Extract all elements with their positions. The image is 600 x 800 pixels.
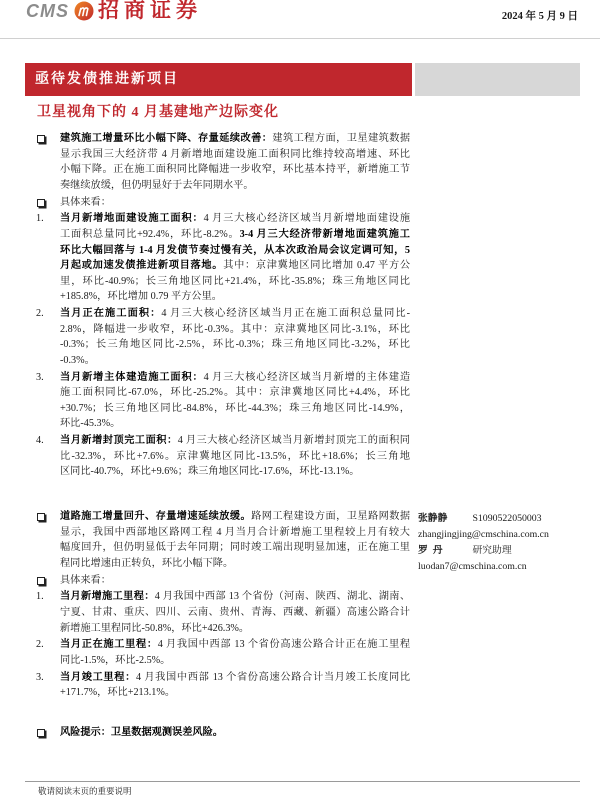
road-section xyxy=(25,509,412,702)
risk-warning xyxy=(25,725,412,741)
text-line xyxy=(60,274,410,290)
list-item xyxy=(25,637,412,668)
logo-latin-text: CMS xyxy=(26,1,69,21)
text-line xyxy=(60,401,410,417)
list-item xyxy=(25,670,412,701)
body-text: +185.8%，环比增加 0.79 平方公里。 xyxy=(60,291,222,303)
bold-text: 当月正在施工面积： xyxy=(60,308,162,320)
body-text: 显示我国三大经济带 4 月新增地面建设施工面积同比维持较高增速、环比 xyxy=(60,148,410,160)
item-number: 2. xyxy=(36,308,44,320)
bold-text: 当月正在施工里程： xyxy=(60,639,158,651)
body-text: 施工面积同比-67.0%，环比-25.2%。其中：京津冀地区同比+4.4%，环比 xyxy=(60,387,410,399)
bold-text: 当月新增地面建设施工面积： xyxy=(60,213,204,225)
body-text: 其中：京津冀地区同比增加 0.47 平方公 xyxy=(223,260,411,272)
text-line xyxy=(60,605,410,621)
text-line xyxy=(60,589,410,605)
item-number: 2. xyxy=(36,639,44,651)
body-text: 4 月三大核心经济区域当月新增的主体建造 xyxy=(203,371,411,383)
bold-text: 当月新增主体建造施工面积： xyxy=(60,371,204,383)
title-banner xyxy=(25,63,412,96)
item-text xyxy=(60,370,410,432)
analyst-row xyxy=(418,543,578,559)
bold-text: 月起或加速发债推进新项目落地。 xyxy=(60,260,224,272)
risk-section xyxy=(25,725,412,742)
report-date: 2024 年 5 月 9 日 xyxy=(501,11,578,22)
item-text xyxy=(60,433,410,480)
item-number: 3. xyxy=(36,371,44,383)
square-bullet-icon xyxy=(37,135,45,143)
text-line xyxy=(60,385,410,401)
body-text: 里，环比-40.9%；长三角地区同比+21.4%，环比-35.8%；珠三角地区同比 xyxy=(60,275,410,287)
bold-text: 环比大幅回落与 1-4 月发债节奏过慢有关，从本次政治局会议定调可知，5 xyxy=(60,244,410,256)
analyst-name: 罗 丹 xyxy=(418,545,443,556)
body-text: 4 月我国中西部 13 个省份高速公路合计正在施工里程 xyxy=(157,639,411,651)
body-text: 显示，我国中西部地区路网工程 4 月当月合计新增施工里程较上月有较大 xyxy=(60,526,410,538)
logo-chinese-text: 招商证券 xyxy=(98,0,202,22)
body-text: 同比-1.5%，环比-2.5%。 xyxy=(60,654,171,666)
bold-text: 建筑施工增量环比小幅下降、存量延续改善： xyxy=(60,133,273,144)
analyst-row xyxy=(418,511,578,527)
list-item xyxy=(25,370,412,432)
text-line xyxy=(60,211,410,227)
building-section xyxy=(25,131,412,481)
company-logo xyxy=(26,0,202,22)
list-item xyxy=(25,433,412,480)
summary-text xyxy=(60,509,410,571)
sidebar-header-panel xyxy=(415,63,580,96)
body-text: 宁夏、甘肃、重庆、四川、云南、贵州、青海、西藏、新疆）高速公路合计 xyxy=(60,606,410,618)
text-line xyxy=(60,433,410,449)
body-text: +30.7%；长三角地区同比-84.8%，环比-44.3%；珠三角地区同比-14.9%， xyxy=(60,402,410,414)
text-line xyxy=(60,227,410,243)
item-number: 3. xyxy=(36,671,44,683)
body-text: 工面积总量同比+92.4%，环比-8.2%。 xyxy=(60,228,240,240)
body-text: -0.3%；长三角地区同比-2.5%，环比-0.3%；珠三角地区同比-3.2%，环比 xyxy=(60,339,410,351)
bold-text: 风险提示：卫星数据观测误差风险。 xyxy=(60,727,223,738)
square-bullet-icon xyxy=(37,199,45,207)
list-item xyxy=(25,211,412,305)
report-subtitle: 卫星视角下的 4 月基建地产边际变化 xyxy=(37,105,279,120)
analyst-certificate: S1090522050003 xyxy=(472,513,542,524)
detail-intro-text: 具体来看： xyxy=(60,196,111,208)
text-line xyxy=(60,370,410,386)
footer-disclaimer: 敬请阅读末页的重要说明 xyxy=(38,786,132,796)
summary-text xyxy=(60,131,410,193)
item-number: 4. xyxy=(36,435,44,447)
analyst-row xyxy=(418,559,578,575)
body-text: 4 月三大核心经济区域当月新增地面建设施 xyxy=(203,213,411,225)
analyst-row xyxy=(418,527,578,543)
text-line xyxy=(60,147,410,163)
body-text: 新增施工里程同比-50.8%，环比+426.3%。 xyxy=(60,622,250,634)
body-text: 路网工程建设方面，卫星路网数据 xyxy=(251,511,411,522)
text-line xyxy=(60,653,410,669)
header-divider xyxy=(0,38,600,39)
item-text xyxy=(60,589,410,636)
bold-text: 3-4 月三大经济带新增地面建筑施工 xyxy=(239,228,410,240)
text-line xyxy=(60,258,410,274)
body-text: 4 月我国中西部 13 个省份（河南、陕西、湖北、湖南、 xyxy=(154,591,411,603)
cms-logo-icon xyxy=(74,1,94,21)
analyst-title: 研究助理 xyxy=(472,545,512,556)
item-text xyxy=(60,306,410,368)
text-line xyxy=(60,621,410,637)
report-title: 亟待发债推进新项目 xyxy=(35,72,179,87)
text-line xyxy=(60,162,410,178)
body-text: 奏继续放缓，但仍明显好于去年同期水平。 xyxy=(60,179,254,191)
bold-text: 当月新增封顶完工面积： xyxy=(60,435,178,447)
body-text: 建筑工程方面，卫星建筑数据 xyxy=(272,133,411,144)
text-line xyxy=(60,685,410,701)
bold-text: 当月新增施工里程： xyxy=(60,591,155,603)
analyst-email: luodan7@cmschina.com.cn xyxy=(418,561,527,572)
analyst-name: 张静静 xyxy=(418,513,448,524)
list-item xyxy=(25,589,412,636)
body-text: 幅度回升，但仍明显低于去年同期；同时竣工端出现明显加速，正在施工里 xyxy=(60,542,410,554)
text-line xyxy=(60,131,410,147)
footer-divider xyxy=(25,781,580,782)
square-bullet-icon xyxy=(37,577,45,585)
detail-intro xyxy=(25,195,412,211)
body-text: 环比-45.3%。 xyxy=(60,418,121,430)
text-line xyxy=(60,243,410,259)
list-item xyxy=(25,306,412,368)
text-line xyxy=(60,670,410,686)
building-summary xyxy=(25,131,412,193)
detail-intro xyxy=(25,573,412,589)
text-line xyxy=(60,637,410,653)
square-bullet-icon xyxy=(37,729,45,737)
item-text xyxy=(60,637,410,668)
text-line xyxy=(60,525,410,541)
text-line xyxy=(60,416,410,432)
text-line xyxy=(60,540,410,556)
text-line xyxy=(60,306,410,322)
body-text: 区同比-40.7%，环比+9.6%；珠三角地区同比-17.6%，环比-13.1%。 xyxy=(60,466,360,478)
detail-intro-text: 具体来看： xyxy=(60,574,111,586)
text-line xyxy=(60,464,410,480)
item-text xyxy=(60,211,410,305)
body-text: 程同比增速由正转负，环比小幅下降。 xyxy=(60,557,234,569)
risk-text xyxy=(60,725,410,741)
body-text: +171.7%，环比+213.1%。 xyxy=(60,687,176,699)
item-number: 1. xyxy=(36,591,44,603)
text-line xyxy=(60,725,410,741)
square-bullet-icon xyxy=(37,513,45,521)
body-text: 4 月三大核心经济区域当月正在施工面积总量同比- xyxy=(161,308,411,320)
analyst-email: zhangjingjing@cmschina.com.cn xyxy=(418,529,549,540)
body-text: -0.3%。 xyxy=(60,354,95,366)
body-text: 小幅下降。正在施工面积同比降幅进一步收窄，环比基本持平，新增施工节 xyxy=(60,164,410,176)
analyst-info xyxy=(418,511,578,575)
text-line xyxy=(60,353,410,369)
text-line xyxy=(60,509,410,525)
body-text: 比-32.3%，环比+7.6%。京津冀地区同比-13.5%，环比+18.6%；长三角地 xyxy=(60,450,410,462)
body-text: 2.8%，降幅进一步收窄，环比-0.3%。其中：京津冀地区同比-3.1%，环比 xyxy=(60,323,410,335)
text-line xyxy=(60,322,410,338)
body-text: 4 月三大核心经济区域当月新增封顶完工的面积同 xyxy=(177,435,410,447)
text-line xyxy=(60,556,410,572)
text-line xyxy=(60,337,410,353)
item-number: 1. xyxy=(36,213,44,225)
road-summary xyxy=(25,509,412,571)
text-line xyxy=(60,449,410,465)
text-line xyxy=(60,178,410,194)
bold-text: 当月竣工里程： xyxy=(60,671,137,683)
item-text xyxy=(60,670,410,701)
bold-text: 道路施工增量回升、存量增速延续放缓。 xyxy=(60,511,252,522)
text-line xyxy=(60,289,410,305)
body-text: 4 月我国中西部 13 个省份高速公路合计当月竣工长度同比 xyxy=(136,671,411,683)
